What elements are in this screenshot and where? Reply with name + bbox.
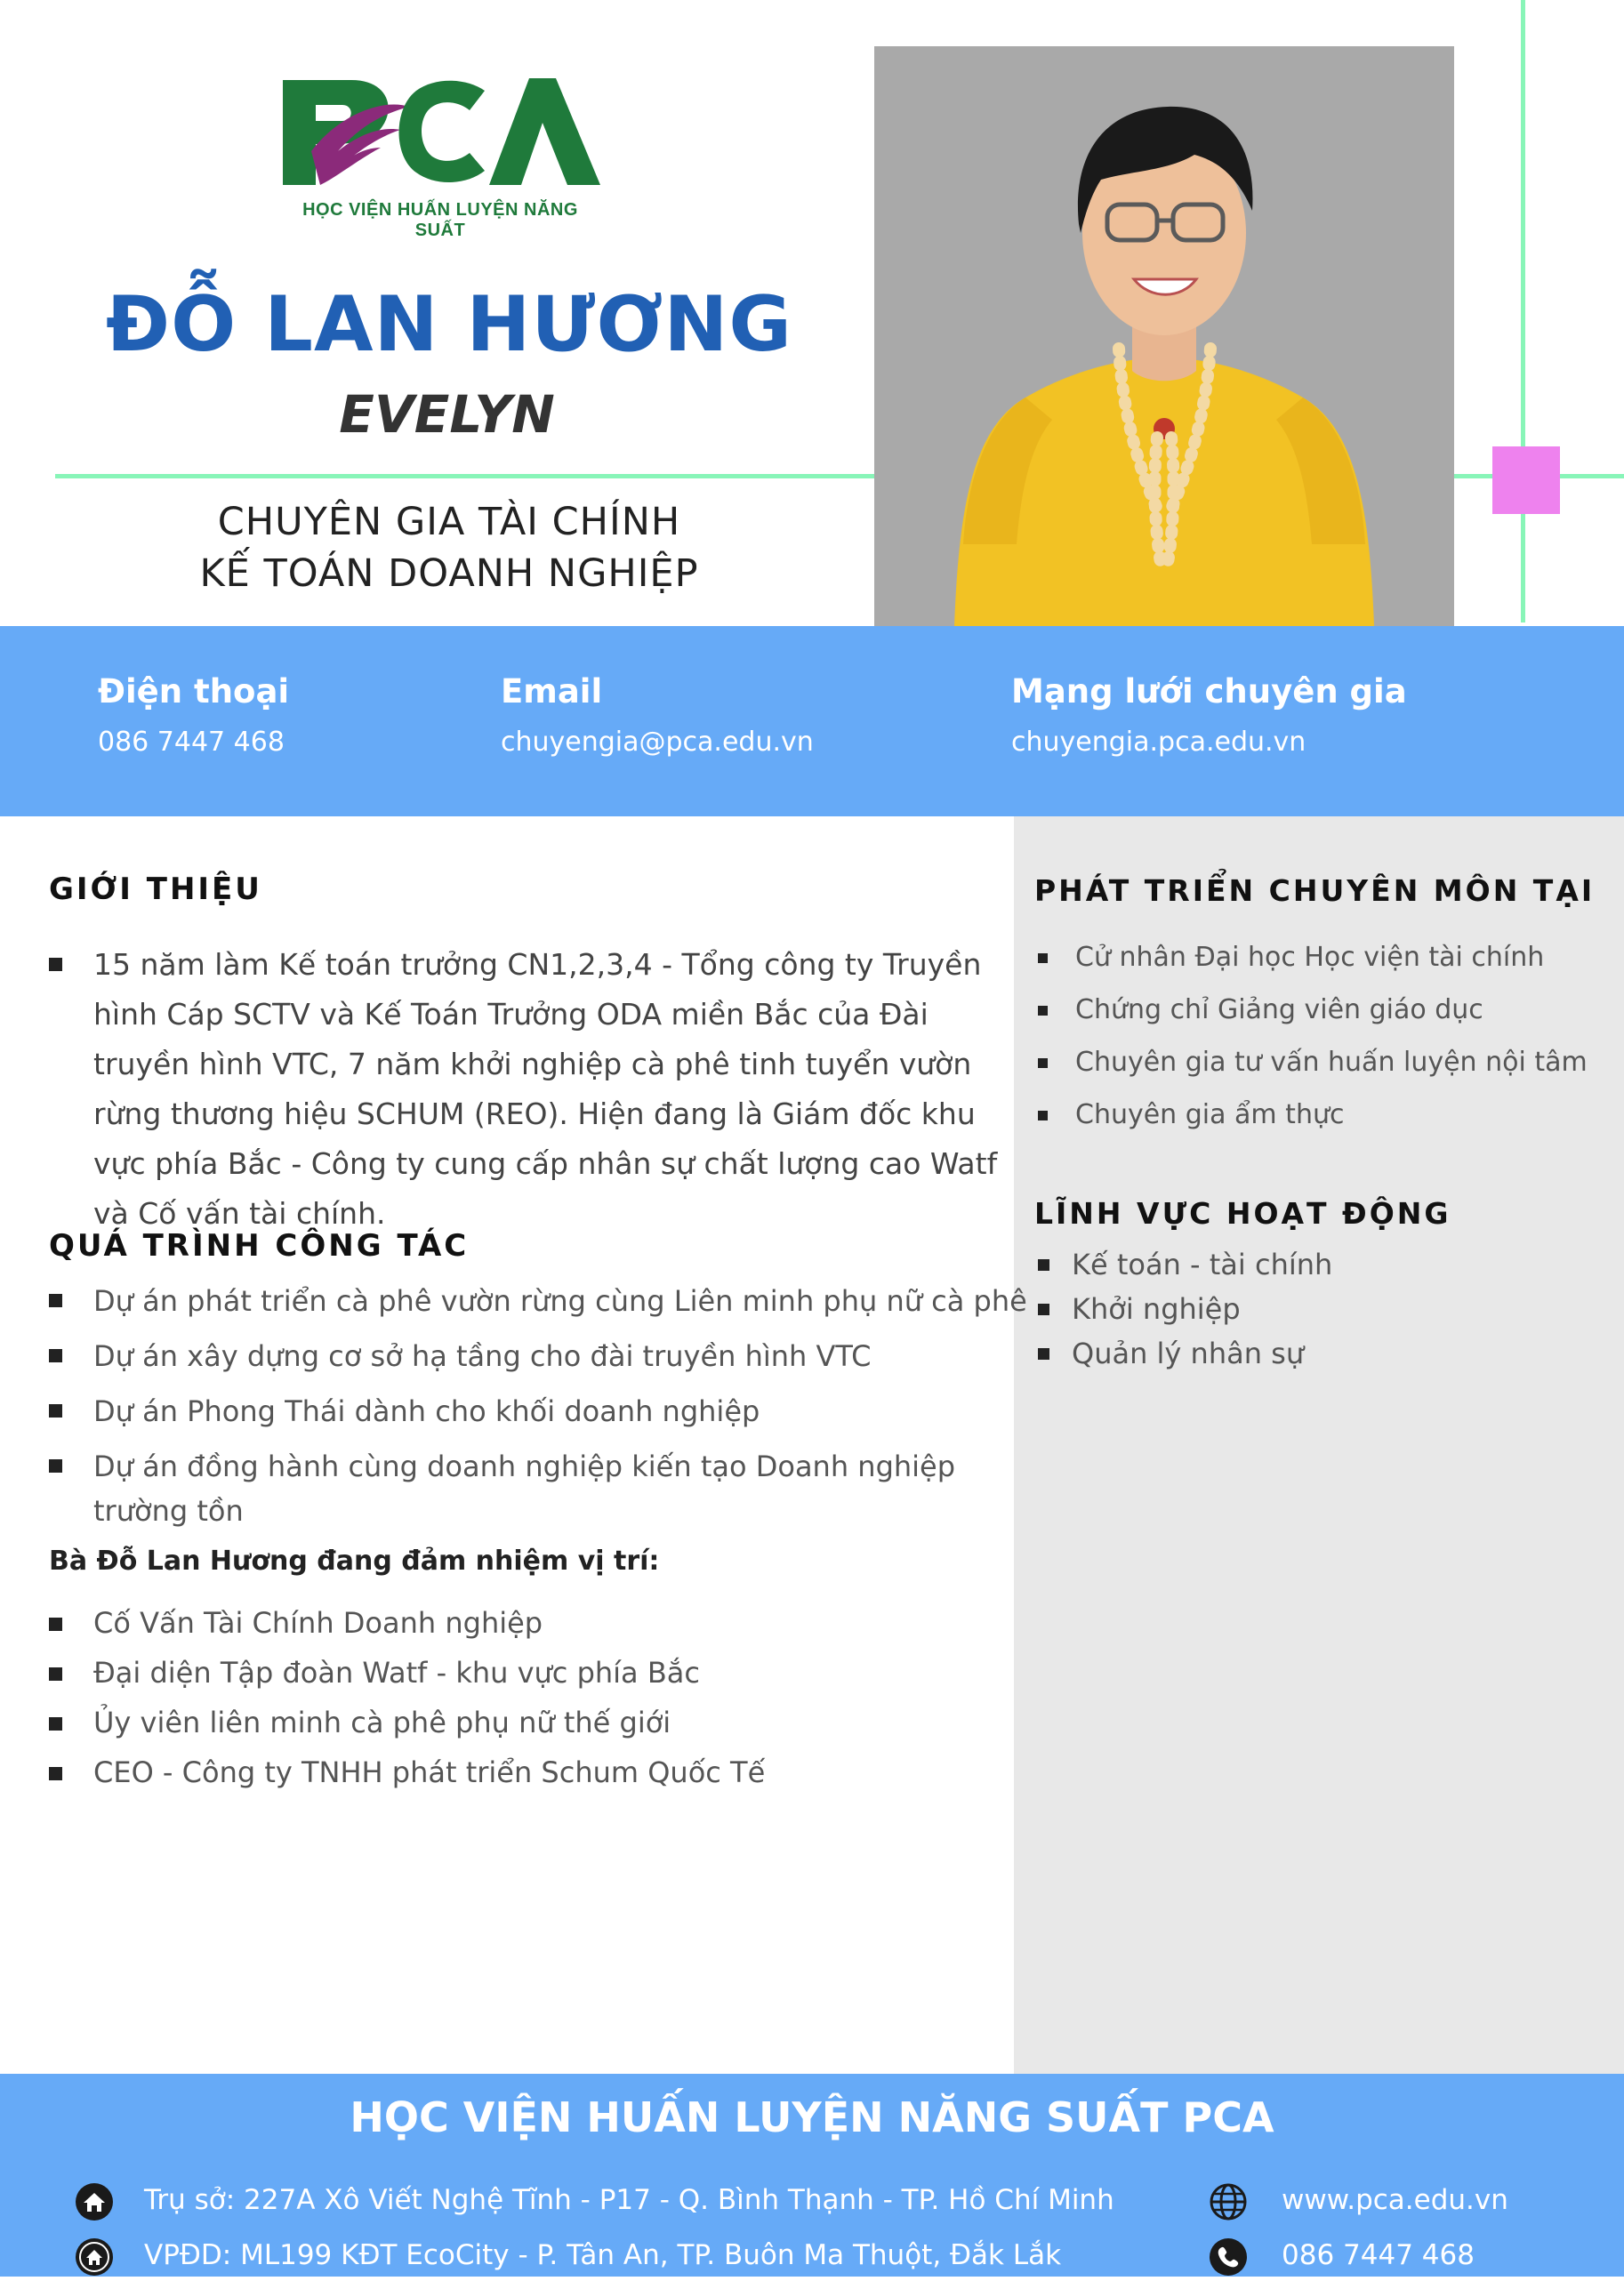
- contact-network: [1011, 672, 1407, 758]
- development-title: PHÁT TRIỂN CHUYÊN MÔN TẠI: [1034, 873, 1596, 908]
- intro-title: GIỚI THIỆU: [49, 871, 262, 907]
- footer-title: HỌC VIỆN HUẤN LUYỆN NĂNG SUẤT PCA: [350, 2093, 1274, 2141]
- footer-website[interactable]: www.pca.edu.vn: [1282, 2184, 1508, 2216]
- profile-photo: [874, 46, 1454, 626]
- list-item: Cố Vấn Tài Chính Doanh nghiệp: [49, 1602, 938, 1652]
- pca-logo: [276, 60, 605, 240]
- list-item: Chuyên gia ẩm thực: [1038, 1095, 1616, 1147]
- list-item: Khởi nghiệp: [1038, 1289, 1616, 1334]
- logo-subtitle: HỌC VIỆN HUẤN LUYỆN NĂNG SUẤT: [302, 200, 578, 240]
- roles-heading: Bà Đỗ Lan Hương đang đảm nhiệm vị trí:: [49, 1546, 660, 1577]
- list-item: CEO - Công ty TNHH phát triển Schum Quốc Tế: [49, 1752, 938, 1802]
- contact-phone-label: Điện thoại: [98, 672, 290, 711]
- contact-network-label: Mạng lưới chuyên gia: [1011, 672, 1407, 711]
- person-title-line2: KẾ TOÁN DOANH NGHIỆP: [199, 551, 699, 596]
- work-list: [49, 1279, 1027, 1528]
- home-circle-icon: [75, 2237, 114, 2277]
- list-item: Kế toán - tài chính: [1038, 1245, 1616, 1289]
- contact-band: [0, 626, 1624, 816]
- contact-phone: [98, 672, 289, 758]
- footer-address-hq: Trụ sở: 227A Xô Viết Nghệ Tĩnh - P17 - Q. Bình Thạnh - TP. Hồ Chí Minh: [144, 2184, 1114, 2216]
- accent-vertical-line: [1521, 0, 1525, 622]
- footer: [0, 2074, 1624, 2277]
- list-item: Dự án xây dựng cơ sở hạ tầng cho đài truyền hình VTC: [49, 1334, 1027, 1389]
- contact-email: [501, 672, 814, 758]
- contact-email-value[interactable]: chuyengia@pca.edu.vn: [501, 727, 814, 758]
- list-item: Quản lý nhân sự: [1038, 1334, 1616, 1378]
- svg-text:PCA: PCA: [440, 60, 470, 75]
- list-item: Ủy viên liên minh cà phê phụ nữ thế giới: [49, 1702, 938, 1752]
- list-item: Dự án đồng hành cùng doanh nghiệp kiến tạo Doanh nghiệp trường tồn: [49, 1444, 1027, 1499]
- list-item: Dự án Phong Thái dành cho khối doanh nghiệp: [49, 1389, 1027, 1444]
- development-list: [1038, 937, 1616, 1147]
- person-alias: EVELYN: [339, 384, 555, 445]
- list-item: Chứng chỉ Giảng viên giáo dục: [1038, 990, 1616, 1042]
- footer-phone[interactable]: 086 7447 468: [1282, 2239, 1475, 2271]
- list-item: Chuyên gia tư vấn huấn luyện nội tâm: [1038, 1042, 1616, 1095]
- phone-icon: [1209, 2237, 1248, 2277]
- globe-icon: [1209, 2182, 1248, 2221]
- footer-address-office: VPĐD: ML199 KĐT EcoCity - P. Tân An, TP. Buôn Ma Thuột, Đắk Lắk: [144, 2239, 1062, 2271]
- contact-email-label: Email: [501, 672, 603, 711]
- accent-pink-square: [1492, 446, 1560, 514]
- home-icon: [75, 2182, 114, 2221]
- contact-phone-value[interactable]: 086 7447 468: [98, 727, 285, 758]
- roles-list: [49, 1602, 938, 1802]
- person-title-line1: CHUYÊN GIA TÀI CHÍNH: [217, 500, 681, 544]
- list-item: Dự án phát triển cà phê vườn rừng cùng Liên minh phụ nữ cà phê: [49, 1279, 1027, 1334]
- work-title: QUÁ TRÌNH CÔNG TÁC: [49, 1228, 470, 1264]
- list-item: Đại diện Tập đoàn Watf - khu vực phía Bắc: [49, 1652, 938, 1702]
- fields-list: [1038, 1245, 1616, 1378]
- fields-title: LĨNH VỰC HOẠT ĐỘNG: [1034, 1196, 1451, 1231]
- intro-text: 15 năm làm Kế toán trưởng CN1,2,3,4 - Tổng công ty Truyền hình Cáp SCTV và Kế Toán Trưởng ODA miền Bắc của Đài truyền hình VTC, 7 năm khởi nghiệp cà phê tinh tuyển vườn rừng thương hiệu SCHUM (REO). Hiện đang là Giám đốc khu vực phía Bắc - Công ty cung cấp nhân sự chất lượng cao Watf và Cố vấn tài chính.: [49, 940, 1001, 1239]
- list-item: Cử nhân Đại học Học viện tài chính: [1038, 937, 1616, 990]
- contact-network-value[interactable]: chuyengia.pca.edu.vn: [1011, 727, 1306, 758]
- person-name: ĐỖ LAN HƯƠNG: [106, 280, 792, 369]
- pca-logo-mark: [276, 60, 605, 196]
- intro-list: [49, 940, 1001, 1239]
